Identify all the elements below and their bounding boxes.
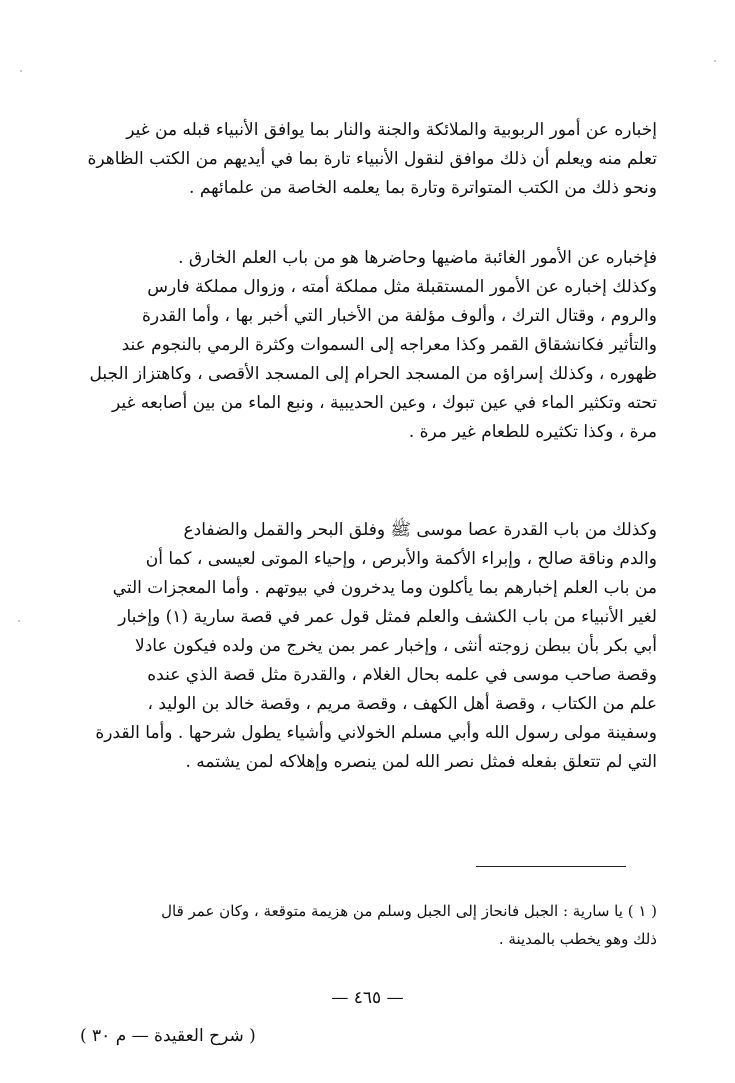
signature-mark: ( شرح العقيدة — م ٣٠ ) (80, 1026, 256, 1046)
text-line: أبي بكر بأن ببطن زوجته أنثى ، وإخبار عمر بمن يخرج من ولده فيكون عادلا (135, 636, 657, 656)
page-number: — ٤٦٥ — (331, 988, 404, 1008)
text-line: تعلم منه ويعلم أن ذلك موافق لنقول الأنبياء تارة بما في أيديهم من الكتب الظاهرة (87, 149, 657, 169)
text-line: التي لم تتعلق بفعله فمثل نصر الله لمن ينصره وإهلاكه لمن يشتمه . (185, 752, 657, 772)
paragraph-2 (82, 244, 657, 447)
text-line: وكذلك من باب القدرة عصا موسى ﷺ وفلق البحر والقمل والضفادع (183, 520, 657, 540)
text-line: لغير الأنبياء من باب الكشف والعلم فمثل قول عمر في قصة سارية (١) وإخبار (118, 607, 657, 627)
text-line: إخباره عن أمور الربوبية والملائكة والجنة والنار بما يوافق الأنبياء قبله من غير (126, 120, 657, 140)
margin-speck (714, 60, 716, 62)
text-line: والروم ، وقتال الترك ، وألوف مؤلفة من الأخبار التي أخبر بها ، وأما القدرة (141, 306, 657, 326)
margin-speck (20, 70, 22, 72)
footnote-divider (476, 866, 626, 867)
text-line: مرة ، وكذا تكثيره للطعام غير مرة . (408, 422, 657, 442)
paragraph-1 (82, 116, 657, 203)
text-line: وقصة صاحب موسى في علمه بحال الغلام ، والقدرة مثل قصة الذي عنده (147, 665, 657, 685)
footnote (82, 897, 657, 953)
text-line: وسفينة مولى رسول الله وأبي مسلم الخولاني وأشياء يطول شرحها . وأما القدرة (95, 723, 657, 743)
footnote-line: ( ١ ) يا سارية : الجبل فانحاز إلى الجبل وسلم من هزيمة متوقعة ، وكان عمر قال (161, 902, 657, 920)
text-line: ظهوره ، وكذلك إسراؤه من المسجد الحرام إلى المسجد الأقصى ، وكاهتزاز الجبل (89, 364, 657, 384)
text-line: والدم وناقة صالح ، وإبراء الأكمة والأبرص ، وإحياء الموتى لعيسى ، كما أن (145, 549, 657, 569)
text-line: علم من الكتاب ، وقصة أهل الكهف ، وقصة مريم ، وقصة خالد بن الوليد ، (147, 694, 657, 714)
text-line: من باب العلم إخبارهم بما يأكلون وما يدخرون في بيوتهم . وأما المعجزات التي (112, 578, 657, 598)
paragraph-3 (82, 516, 657, 777)
text-line: ونحو ذلك من الكتب المتواترة وتارة بما يعلمه الخاصة من علمائهم . (189, 178, 657, 198)
footnote-line: ذلك وهو يخطب بالمدينة . (498, 930, 657, 948)
text-line: والتأثير فكانشقاق القمر وكذا معراجه إلى السموات وكثرة الرمي بالنجوم عند (121, 335, 657, 355)
text-line: تحته وتكثير الماء في عين تبوك ، وعين الحديبية ، ونبع الماء من بين أصابعه غير (111, 393, 657, 413)
text-line: فإخباره عن الأمور الغائبة ماضيها وحاضرها هو من باب العلم الخارق . (178, 248, 657, 268)
margin-speck (18, 620, 20, 622)
text-line: وكذلك إخباره عن الأمور المستقبلة مثل مملكة أمته ، وزوال مملكة فارس (147, 277, 657, 297)
